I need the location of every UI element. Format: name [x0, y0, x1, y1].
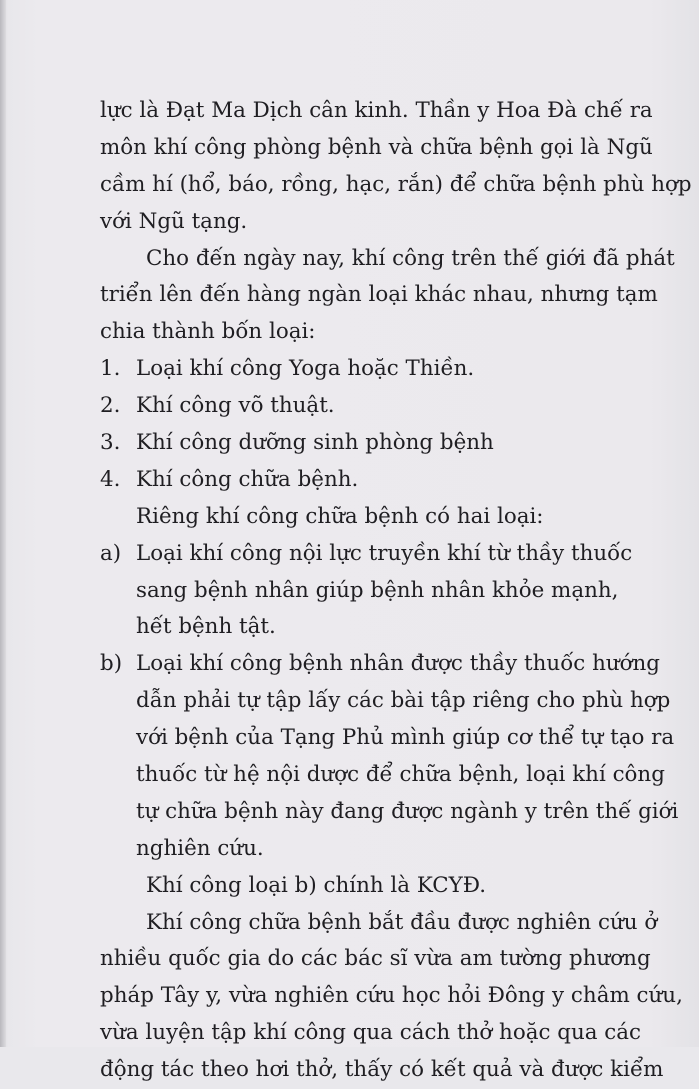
- list-marker: 3.: [100, 430, 121, 456]
- list-item: [100, 462, 695, 499]
- list-marker: 1.: [100, 356, 121, 382]
- list-item: [100, 646, 695, 683]
- text-line: động tác theo hơi thở, thấy có kết quả và được kiểm: [100, 1057, 664, 1083]
- list-item: [100, 425, 695, 462]
- list-marker: a): [100, 540, 122, 566]
- text-line: nhiều quốc gia do các bác sĩ vừa am tường phương: [100, 946, 651, 972]
- text-line: môn khí công phòng bệnh và chữa bệnh gọi là Ngũ: [100, 134, 653, 160]
- list-item-text: Loại khí công bệnh nhân được thầy thuốc hướng: [136, 651, 660, 677]
- list-marker: 4.: [100, 466, 121, 492]
- list-item: [100, 388, 695, 425]
- paragraph-first-line: Khí công loại b) chính là KCYĐ.: [146, 872, 487, 898]
- list-continuation-line: Riêng khí công chữa bệnh có hai loại:: [136, 503, 544, 529]
- text-line: cầm hí (hổ, báo, rồng, hạc, rắn) để chữa bệnh phù hợp: [100, 171, 692, 197]
- text-line: chia thành bốn loại:: [100, 319, 316, 345]
- list-marker: 2.: [100, 393, 121, 419]
- list-item-text: Loại khí công nội lực truyền khí từ thầy thuốc: [136, 540, 633, 566]
- page-text-body: [100, 93, 695, 1089]
- list-continuation-line: thuốc từ hệ nội dược để chữa bệnh, loại khí công: [136, 762, 665, 788]
- list-continuation-line: hết bệnh tật.: [136, 614, 276, 640]
- list-marker: b): [100, 651, 123, 677]
- list-item-text: Khí công chữa bệnh.: [136, 466, 359, 492]
- list-continuation-line: nghiên cứu.: [136, 835, 264, 861]
- text-line: triển lên đến hàng ngàn loại khác nhau, nhưng tạm: [100, 282, 658, 308]
- list-item-text: Khí công dưỡng sinh phòng bệnh: [136, 430, 494, 456]
- list-item-text: Loại khí công Yoga hoặc Thiền.: [136, 356, 475, 382]
- list-item-text: Khí công võ thuật.: [136, 393, 335, 419]
- page-spine-shadow: [0, 0, 6, 1047]
- paragraph-first-line: Khí công chữa bệnh bắt đầu được nghiên cứu ở: [146, 909, 658, 935]
- list-continuation-line: dẫn phải tự tập lấy các bài tập riêng cho phù hợp: [136, 688, 671, 714]
- text-line: với Ngũ tạng.: [100, 208, 248, 234]
- paragraph-first-line: Cho đến ngày nay, khí công trên thế giới đã phát: [146, 245, 675, 271]
- text-line: vừa luyện tập khí công qua cách thở hoặc qua các: [100, 1020, 641, 1046]
- list-continuation-line: sang bệnh nhân giúp bệnh nhân khỏe mạnh,: [136, 577, 619, 603]
- list-continuation-line: với bệnh của Tạng Phủ mình giúp cơ thể tự tạo ra: [136, 725, 675, 751]
- list-continuation-line: tự chữa bệnh này đang được ngành y trên thế giới: [136, 798, 679, 824]
- list-item: [100, 351, 695, 388]
- list-item: [100, 536, 695, 573]
- text-line: lực là Đạt Ma Dịch cân kinh. Thần y Hoa Đà chế ra: [100, 98, 653, 123]
- text-line: pháp Tây y, vừa nghiên cứu học hỏi Đông y châm cứu,: [100, 983, 683, 1009]
